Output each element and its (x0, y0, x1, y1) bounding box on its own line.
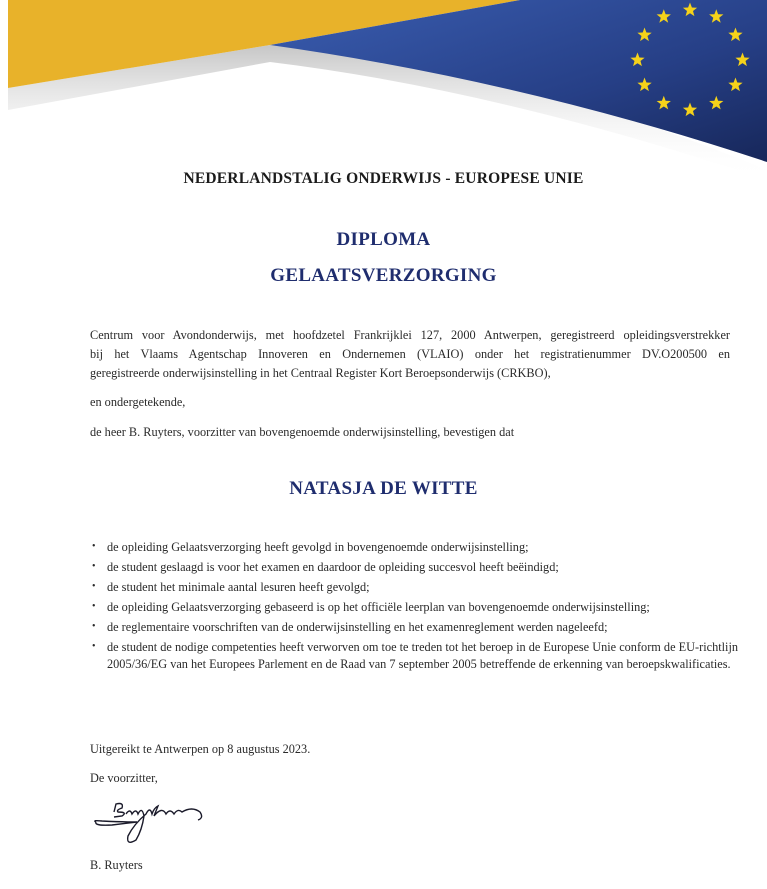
intro-line: geregistreerde onderwijsinstelling in het Centraal Register Kort Beroepsonderwijs (CRKBO), (90, 366, 551, 380)
statement-text: de reglementaire voorschriften van de onderwijsinstelling en het examenreglement werden nageleefd; (107, 620, 608, 634)
bullet-icon: • (92, 561, 96, 572)
intro-line: Centrum voor Avondonderwijs, met hoofdzetel Frankrijklei 127, 2000 Antwerpen, geregistreerd opleidingsverstrekker (90, 328, 730, 342)
undersigned-text: en ondergetekende, (90, 395, 186, 409)
intro-paragraph (90, 326, 730, 383)
bullet-icon: • (92, 581, 96, 592)
statement-text: de student de nodige competenties heeft verworven om toe te treden tot het beroep in de Europese Unie conform de EU-richtlijn 2005/36/EG van het Europees Parlement en de Raad van 7 september 2005 betreffende de erkenning van beroepskwalificaties. (107, 640, 739, 671)
statement-list (90, 539, 740, 676)
list-item (90, 639, 740, 672)
statement-text: de opleiding Gelaatsverzorging heeft gevolgd in bovengenoemde onderwijsinstelling; (107, 540, 529, 554)
eu-banner (0, 0, 767, 175)
confirm-text: de heer B. Ruyters, voorzitter van bovengenoemde onderwijsinstelling, bevestigen dat (90, 425, 515, 439)
statement-text: de opleiding Gelaatsverzorging gebaseerd is op het officiële leerplan van bovengenoemde onderwijsinstelling; (107, 600, 650, 614)
list-item (90, 539, 740, 556)
signature (92, 800, 212, 850)
bullet-icon: • (92, 641, 96, 652)
bullet-icon: • (92, 601, 96, 612)
list-item (90, 559, 740, 576)
course-title: GELAATSVERZORGING (270, 265, 497, 286)
role-text: De voorzitter, (90, 771, 158, 785)
list-item (90, 599, 740, 616)
statement-text: de student geslaagd is voor het examen en daardoor de opleiding succesvol heeft beëindigd; (107, 560, 559, 574)
bullet-icon: • (92, 541, 96, 552)
diploma-title: DIPLOMA (336, 229, 431, 250)
bullet-icon: • (92, 621, 96, 632)
signer-name: B. Ruyters (90, 858, 143, 872)
document-subtitle: NEDERLANDSTALIG ONDERWIJS - EUROPESE UNIE (183, 170, 584, 187)
intro-line: bij het Vlaams Agentschap Innoveren en Ondernemen (VLAIO) onder het registratienummer DV.O200500 en (90, 347, 730, 361)
student-name: NATASJA DE WITTE (289, 478, 478, 499)
issued-text: Uitgereikt te Antwerpen op 8 augustus 2023. (90, 742, 311, 756)
list-item (90, 579, 740, 596)
list-item (90, 619, 740, 636)
statement-text: de student het minimale aantal lesuren heeft gevolgd; (107, 580, 370, 594)
